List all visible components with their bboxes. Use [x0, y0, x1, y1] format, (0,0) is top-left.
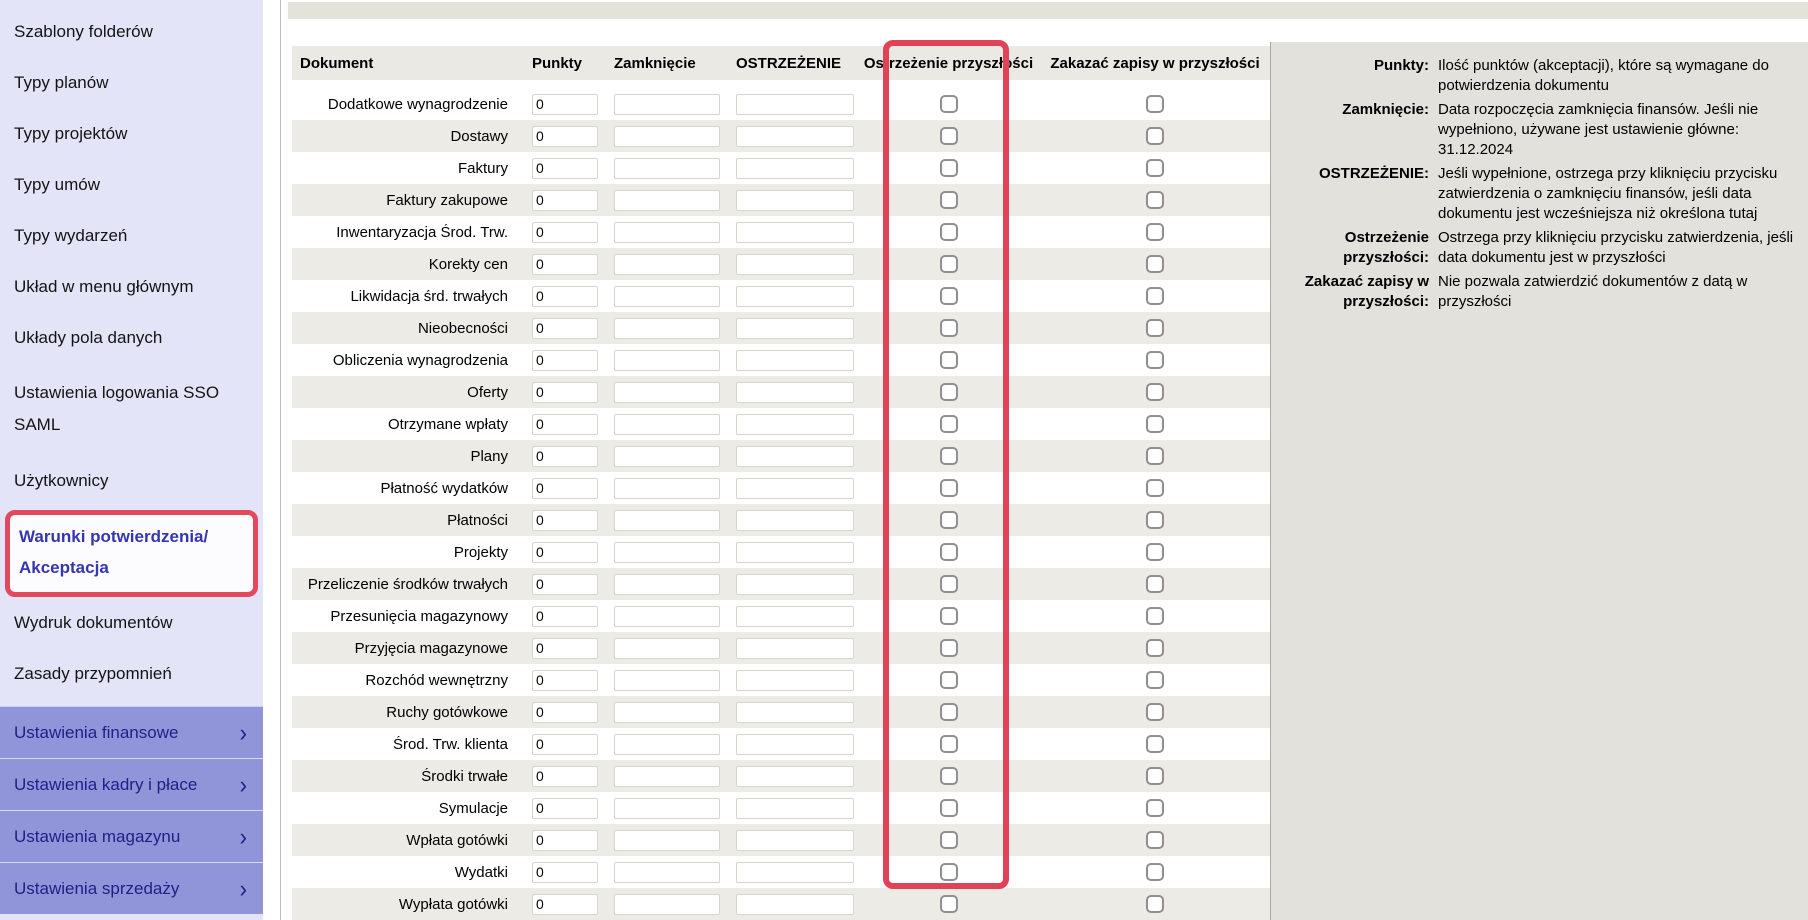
zakazac-zapisy-checkbox[interactable]	[1146, 287, 1164, 305]
ostrzezenie-input[interactable]	[736, 830, 854, 851]
sidebar-item-label: Ustawienia magazynu	[14, 826, 181, 846]
ostrzezenie-input[interactable]	[736, 446, 854, 467]
table-row	[292, 280, 1270, 312]
sidebar-item-warunki-potwierdzenia-akceptacja[interactable]	[5, 510, 258, 597]
help-entry-label: OSTRZEŻENIE:	[1318, 165, 1429, 182]
document-label: Ruchy gotówkowe	[386, 703, 508, 721]
sidebar-item-list	[0, 6, 263, 699]
ostrzezenie-przyszlosci-checkbox[interactable]	[940, 895, 958, 913]
zamkniecie-input[interactable]	[614, 190, 720, 211]
help-entry-label: Punkty:	[1373, 57, 1429, 74]
ostrzezenie-przyszlosci-checkbox[interactable]	[940, 831, 958, 849]
help-entry	[1289, 272, 1796, 312]
zakazac-zapisy-checkbox[interactable]	[1146, 543, 1164, 561]
sidebar-item-label: Typy projektów	[14, 123, 128, 143]
zakazac-zapisy-checkbox[interactable]	[1146, 703, 1164, 721]
sidebar-item-typy-planow[interactable]	[0, 57, 263, 108]
zakazac-zapisy-checkbox[interactable]	[1146, 447, 1164, 465]
punkty-input[interactable]	[532, 542, 598, 563]
zamkniecie-input[interactable]	[614, 222, 720, 243]
table-header-row	[292, 46, 1270, 80]
punkty-input[interactable]	[532, 318, 598, 339]
document-table	[292, 88, 1270, 920]
sidebar-scrollbar[interactable]	[263, 0, 281, 920]
ostrzezenie-przyszlosci-checkbox[interactable]	[940, 127, 958, 145]
column-header-ostrzezenie: OSTRZEŻENIE	[736, 54, 842, 72]
ostrzezenie-przyszlosci-checkbox[interactable]	[940, 351, 958, 369]
sidebar-item-typy-wydarzen[interactable]	[0, 210, 263, 261]
ostrzezenie-input[interactable]	[736, 126, 854, 147]
document-label: Symulacje	[438, 799, 508, 817]
ostrzezenie-przyszlosci-checkbox[interactable]	[940, 95, 958, 113]
punkty-input[interactable]	[532, 894, 598, 915]
help-entry-text: Jeśli wypełnione, ostrzega przy kliknięciu przycisku zatwierdzenia o zamknięciu finansów, jeśli data dokumentu jest wcześniejsza niż określona tutaj	[1438, 165, 1778, 222]
table-row	[292, 856, 1270, 888]
zamkniecie-input[interactable]	[614, 830, 720, 851]
document-label: Oferty	[467, 383, 508, 401]
zamkniecie-input[interactable]	[614, 894, 720, 915]
document-label: Środ. Trw. klienta	[392, 735, 508, 753]
punkty-input[interactable]	[532, 286, 598, 307]
zakazac-zapisy-checkbox[interactable]	[1146, 831, 1164, 849]
ostrzezenie-input[interactable]	[736, 606, 854, 627]
punkty-input[interactable]	[532, 798, 598, 819]
column-header-ostrzezenie-przyszlosci: Ostrzeżenie przyszłości	[863, 54, 1034, 72]
help-entry-text: Nie pozwala zatwierdzić dokumentów z datą w przyszłości	[1438, 273, 1748, 310]
zamkniecie-input[interactable]	[614, 478, 720, 499]
punkty-input[interactable]	[532, 734, 598, 755]
ostrzezenie-input[interactable]	[736, 286, 854, 307]
table-row	[292, 568, 1270, 600]
column-header-zakazac-zapisy: Zakazać zapisy w przyszłości	[1050, 54, 1260, 72]
zakazac-zapisy-checkbox[interactable]	[1146, 319, 1164, 337]
zakazac-zapisy-checkbox[interactable]	[1146, 575, 1164, 593]
toolbar-strip	[288, 2, 1808, 19]
ostrzezenie-input[interactable]	[736, 414, 854, 435]
column-header-zamkniecie: Zamknięcie	[614, 54, 696, 72]
sidebar-item-label: Warunki potwierdzenia/​Akceptacja	[19, 527, 209, 577]
document-label: Faktury	[457, 159, 508, 177]
ostrzezenie-input[interactable]	[736, 510, 854, 531]
punkty-input[interactable]	[532, 254, 598, 275]
ostrzezenie-przyszlosci-checkbox[interactable]	[940, 543, 958, 561]
ostrzezenie-przyszlosci-checkbox[interactable]	[940, 447, 958, 465]
ostrzezenie-input[interactable]	[736, 222, 854, 243]
ostrzezenie-przyszlosci-checkbox[interactable]	[940, 255, 958, 273]
document-label: Płatności	[447, 511, 508, 529]
zakazac-zapisy-checkbox[interactable]	[1146, 639, 1164, 657]
zamkniecie-input[interactable]	[614, 446, 720, 467]
punkty-input[interactable]	[532, 510, 598, 531]
zamkniecie-input[interactable]	[614, 798, 720, 819]
document-label: Dodatkowe wynagrodzenie	[327, 95, 508, 113]
punkty-input[interactable]	[532, 350, 598, 371]
column-header-dokument: Dokument	[300, 54, 374, 72]
main-content	[282, 0, 1808, 920]
sidebar-item-label: Ustawienia finansowe	[14, 722, 179, 742]
sidebar-item-szablony-folderow[interactable]	[0, 6, 263, 57]
punkty-input[interactable]	[532, 638, 598, 659]
table-row	[292, 216, 1270, 248]
sidebar-item-ustawienia-logowania-sso-saml[interactable]	[0, 363, 263, 455]
document-label: Korekty cen	[428, 255, 508, 273]
chevron-right-icon: ›	[239, 769, 247, 799]
document-label: Obliczenia wynagrodzenia	[332, 351, 508, 369]
ostrzezenie-przyszlosci-checkbox[interactable]	[940, 191, 958, 209]
ostrzezenie-input[interactable]	[736, 478, 854, 499]
sidebar-item-uklady-pola-danych[interactable]	[0, 312, 263, 363]
document-label: Przeliczenie środków trwałych	[307, 575, 508, 593]
document-label: Płatność wydatków	[380, 479, 508, 497]
zakazac-zapisy-checkbox[interactable]	[1146, 415, 1164, 433]
ostrzezenie-input[interactable]	[736, 862, 854, 883]
zamkniecie-input[interactable]	[614, 702, 720, 723]
zamkniecie-input[interactable]	[614, 862, 720, 883]
ostrzezenie-przyszlosci-checkbox[interactable]	[940, 735, 958, 753]
sidebar-item-uklad-w-menu-glownym[interactable]	[0, 261, 263, 312]
zamkniecie-input[interactable]	[614, 94, 720, 115]
punkty-input[interactable]	[532, 190, 598, 211]
document-label: Środki trwałe	[421, 767, 508, 785]
zakazac-zapisy-checkbox[interactable]	[1146, 479, 1164, 497]
table-row	[292, 696, 1270, 728]
punkty-input[interactable]	[532, 94, 598, 115]
sidebar-group-list	[0, 706, 263, 920]
ostrzezenie-przyszlosci-checkbox[interactable]	[940, 799, 958, 817]
sidebar-item-label: Typy umów	[14, 174, 100, 194]
ostrzezenie-input[interactable]	[736, 766, 854, 787]
ostrzezenie-input[interactable]	[736, 158, 854, 179]
zamkniecie-input[interactable]	[614, 542, 720, 563]
ostrzezenie-przyszlosci-checkbox[interactable]	[940, 607, 958, 625]
zamkniecie-input[interactable]	[614, 670, 720, 691]
document-label: Dostawy	[450, 127, 508, 145]
ostrzezenie-input[interactable]	[736, 318, 854, 339]
ostrzezenie-input[interactable]	[736, 190, 854, 211]
help-entry	[1289, 56, 1796, 96]
chevron-right-icon: ›	[239, 821, 247, 851]
sidebar-item-label: Ustawienia sprzedaży	[14, 878, 180, 898]
zamkniecie-input[interactable]	[614, 606, 720, 627]
table-row	[292, 792, 1270, 824]
ostrzezenie-przyszlosci-checkbox[interactable]	[940, 287, 958, 305]
table-row	[292, 600, 1270, 632]
sidebar-item-label: Szablony folderów	[14, 21, 153, 41]
document-label: Otrzymane wpłaty	[387, 415, 508, 433]
zakazac-zapisy-checkbox[interactable]	[1146, 735, 1164, 753]
zakazac-zapisy-checkbox[interactable]	[1146, 255, 1164, 273]
zamkniecie-input[interactable]	[614, 318, 720, 339]
ostrzezenie-przyszlosci-checkbox[interactable]	[940, 319, 958, 337]
punkty-input[interactable]	[532, 158, 598, 179]
document-label: Likwidacja śrd. trwałych	[350, 287, 508, 305]
punkty-input[interactable]	[532, 478, 598, 499]
sidebar-item-label: Typy wydarzeń	[14, 225, 128, 245]
help-entry	[1289, 228, 1796, 268]
ostrzezenie-przyszlosci-checkbox[interactable]	[940, 383, 958, 401]
document-label: Nieobecności	[417, 319, 508, 337]
document-label: Przesunięcia magazynowy	[330, 607, 508, 625]
punkty-input[interactable]	[532, 414, 598, 435]
help-entry	[1289, 100, 1796, 160]
document-label: Wydatki	[454, 863, 508, 881]
zakazac-zapisy-checkbox[interactable]	[1146, 767, 1164, 785]
table-row	[292, 88, 1270, 120]
ostrzezenie-input[interactable]	[736, 542, 854, 563]
ostrzezenie-input[interactable]	[736, 638, 854, 659]
ostrzezenie-input[interactable]	[736, 670, 854, 691]
sidebar-item-label: Typy planów	[14, 72, 109, 92]
ostrzezenie-przyszlosci-checkbox[interactable]	[940, 575, 958, 593]
sidebar-item-wydruk-dokumentow[interactable]	[0, 597, 263, 648]
punkty-input[interactable]	[532, 382, 598, 403]
help-panel	[1270, 42, 1808, 920]
ostrzezenie-input[interactable]	[736, 382, 854, 403]
sidebar-item-typy-projektow[interactable]	[0, 108, 263, 159]
zakazac-zapisy-checkbox[interactable]	[1146, 895, 1164, 913]
ostrzezenie-przyszlosci-checkbox[interactable]	[940, 511, 958, 529]
punkty-input[interactable]	[532, 862, 598, 883]
settings-sidebar	[0, 0, 263, 920]
table-row	[292, 760, 1270, 792]
sidebar-item-label: Układ w menu głównym	[14, 276, 194, 296]
table-row	[292, 376, 1270, 408]
document-label: Przyjęcia magazynowe	[354, 639, 508, 657]
table-row	[292, 472, 1270, 504]
zakazac-zapisy-checkbox[interactable]	[1146, 607, 1164, 625]
zamkniecie-input[interactable]	[614, 382, 720, 403]
punkty-input[interactable]	[532, 606, 598, 627]
zakazac-zapisy-checkbox[interactable]	[1146, 799, 1164, 817]
chevron-right-icon: ›	[239, 717, 247, 747]
sidebar-item-ustawienia-finansowe[interactable]	[0, 706, 263, 758]
document-label: Projekty	[453, 543, 508, 561]
zamkniecie-input[interactable]	[614, 286, 720, 307]
sidebar-item-label: Ustawienia logowania SSO SAML	[14, 383, 220, 434]
zamkniecie-input[interactable]	[614, 158, 720, 179]
ostrzezenie-przyszlosci-checkbox[interactable]	[940, 703, 958, 721]
chevron-right-icon: ›	[239, 873, 247, 903]
table-row	[292, 248, 1270, 280]
sidebar-item-typy-umow[interactable]	[0, 159, 263, 210]
help-entry-label: Ostrzeżenie przyszłości:	[1343, 229, 1429, 266]
zakazac-zapisy-checkbox[interactable]	[1146, 127, 1164, 145]
zamkniecie-input[interactable]	[614, 510, 720, 531]
zamkniecie-input[interactable]	[614, 638, 720, 659]
table-row	[292, 824, 1270, 856]
table-row	[292, 664, 1270, 696]
ostrzezenie-przyszlosci-checkbox[interactable]	[940, 223, 958, 241]
sidebar-item-label: Zasady przypomnień	[14, 663, 172, 683]
table-row	[292, 440, 1270, 472]
zakazac-zapisy-checkbox[interactable]	[1146, 511, 1164, 529]
table-row	[292, 504, 1270, 536]
ostrzezenie-przyszlosci-checkbox[interactable]	[940, 767, 958, 785]
sidebar-item-label: Użytkownicy	[14, 470, 109, 490]
zakazac-zapisy-checkbox[interactable]	[1146, 191, 1164, 209]
punkty-input[interactable]	[532, 126, 598, 147]
table-row	[292, 408, 1270, 440]
zamkniecie-input[interactable]	[614, 574, 720, 595]
zakazac-zapisy-checkbox[interactable]	[1146, 383, 1164, 401]
punkty-input[interactable]	[532, 446, 598, 467]
document-label: Plany	[470, 447, 508, 465]
document-label: Wypłata gotówki	[398, 895, 508, 913]
help-entry-text: Ilość punktów (akceptacji), które są wymagane do potwierdzenia dokumentu	[1438, 57, 1769, 94]
zakazac-zapisy-checkbox[interactable]	[1146, 159, 1164, 177]
zamkniecie-input[interactable]	[614, 254, 720, 275]
punkty-input[interactable]	[532, 766, 598, 787]
sidebar-item-ustawienia-magazynu[interactable]	[0, 810, 263, 862]
column-header-punkty: Punkty	[532, 54, 583, 72]
ostrzezenie-input[interactable]	[736, 350, 854, 371]
punkty-input[interactable]	[532, 830, 598, 851]
ostrzezenie-przyszlosci-checkbox[interactable]	[940, 671, 958, 689]
ostrzezenie-input[interactable]	[736, 702, 854, 723]
sidebar-item-label: Układy pola danych	[14, 327, 163, 347]
ostrzezenie-przyszlosci-checkbox[interactable]	[940, 415, 958, 433]
table-row	[292, 344, 1270, 376]
zakazac-zapisy-checkbox[interactable]	[1146, 223, 1164, 241]
ostrzezenie-input[interactable]	[736, 254, 854, 275]
sidebar-item-label: Wydruk dokumentów	[14, 612, 173, 632]
zakazac-zapisy-checkbox[interactable]	[1146, 863, 1164, 881]
punkty-input[interactable]	[532, 222, 598, 243]
ostrzezenie-input[interactable]	[736, 798, 854, 819]
zamkniecie-input[interactable]	[614, 414, 720, 435]
help-entry-label: Zakazać zapisy w przyszłości:	[1304, 273, 1429, 310]
table-row	[292, 632, 1270, 664]
zakazac-zapisy-checkbox[interactable]	[1146, 95, 1164, 113]
zamkniecie-input[interactable]	[614, 126, 720, 147]
table-row	[292, 152, 1270, 184]
ostrzezenie-przyszlosci-checkbox[interactable]	[940, 479, 958, 497]
table-row	[292, 888, 1270, 920]
punkty-input[interactable]	[532, 574, 598, 595]
zakazac-zapisy-checkbox[interactable]	[1146, 351, 1164, 369]
ostrzezenie-input[interactable]	[736, 94, 854, 115]
zamkniecie-input[interactable]	[614, 350, 720, 371]
help-entry-text: Ostrzega przy kliknięciu przycisku zatwierdzenia, jeśli data dokumentu jest w przyszłości	[1438, 229, 1794, 266]
ostrzezenie-przyszlosci-checkbox[interactable]	[940, 639, 958, 657]
table-row	[292, 312, 1270, 344]
ostrzezenie-input[interactable]	[736, 894, 854, 915]
table-row	[292, 536, 1270, 568]
sidebar-item-uzytkownicy[interactable]	[0, 455, 263, 506]
punkty-input[interactable]	[532, 670, 598, 691]
table-row	[292, 728, 1270, 760]
help-entry-text: Data rozpoczęcia zamknięcia finansów. Jeśli nie wypełniono, używane jest ustawienie główne: 31.12.2024	[1438, 101, 1759, 158]
document-label: Wpłata gotówki	[406, 831, 508, 849]
table-row	[292, 184, 1270, 216]
sidebar-item-label: Ustawienia kadry i płace	[14, 774, 198, 794]
ostrzezenie-przyszlosci-checkbox[interactable]	[940, 159, 958, 177]
help-entry	[1289, 164, 1796, 224]
sidebar-item-ustawienia-sprzedazy[interactable]	[0, 862, 263, 914]
document-label: Faktury zakupowe	[386, 191, 508, 209]
table-row	[292, 120, 1270, 152]
punkty-input[interactable]	[532, 702, 598, 723]
ostrzezenie-input[interactable]	[736, 734, 854, 755]
zamkniecie-input[interactable]	[614, 734, 720, 755]
document-label: Inwentaryzacja Środ. Trw.	[336, 223, 508, 241]
ostrzezenie-input[interactable]	[736, 574, 854, 595]
sidebar-item-zasady-przypomnien[interactable]	[0, 648, 263, 699]
document-label: Rozchód wewnętrzny	[365, 671, 508, 689]
sidebar-item-ustawienia-kadry-i-place[interactable]	[0, 758, 263, 810]
help-entry-label: Zamknięcie:	[1342, 101, 1429, 118]
ostrzezenie-przyszlosci-checkbox[interactable]	[940, 863, 958, 881]
zamkniecie-input[interactable]	[614, 766, 720, 787]
zakazac-zapisy-checkbox[interactable]	[1146, 671, 1164, 689]
